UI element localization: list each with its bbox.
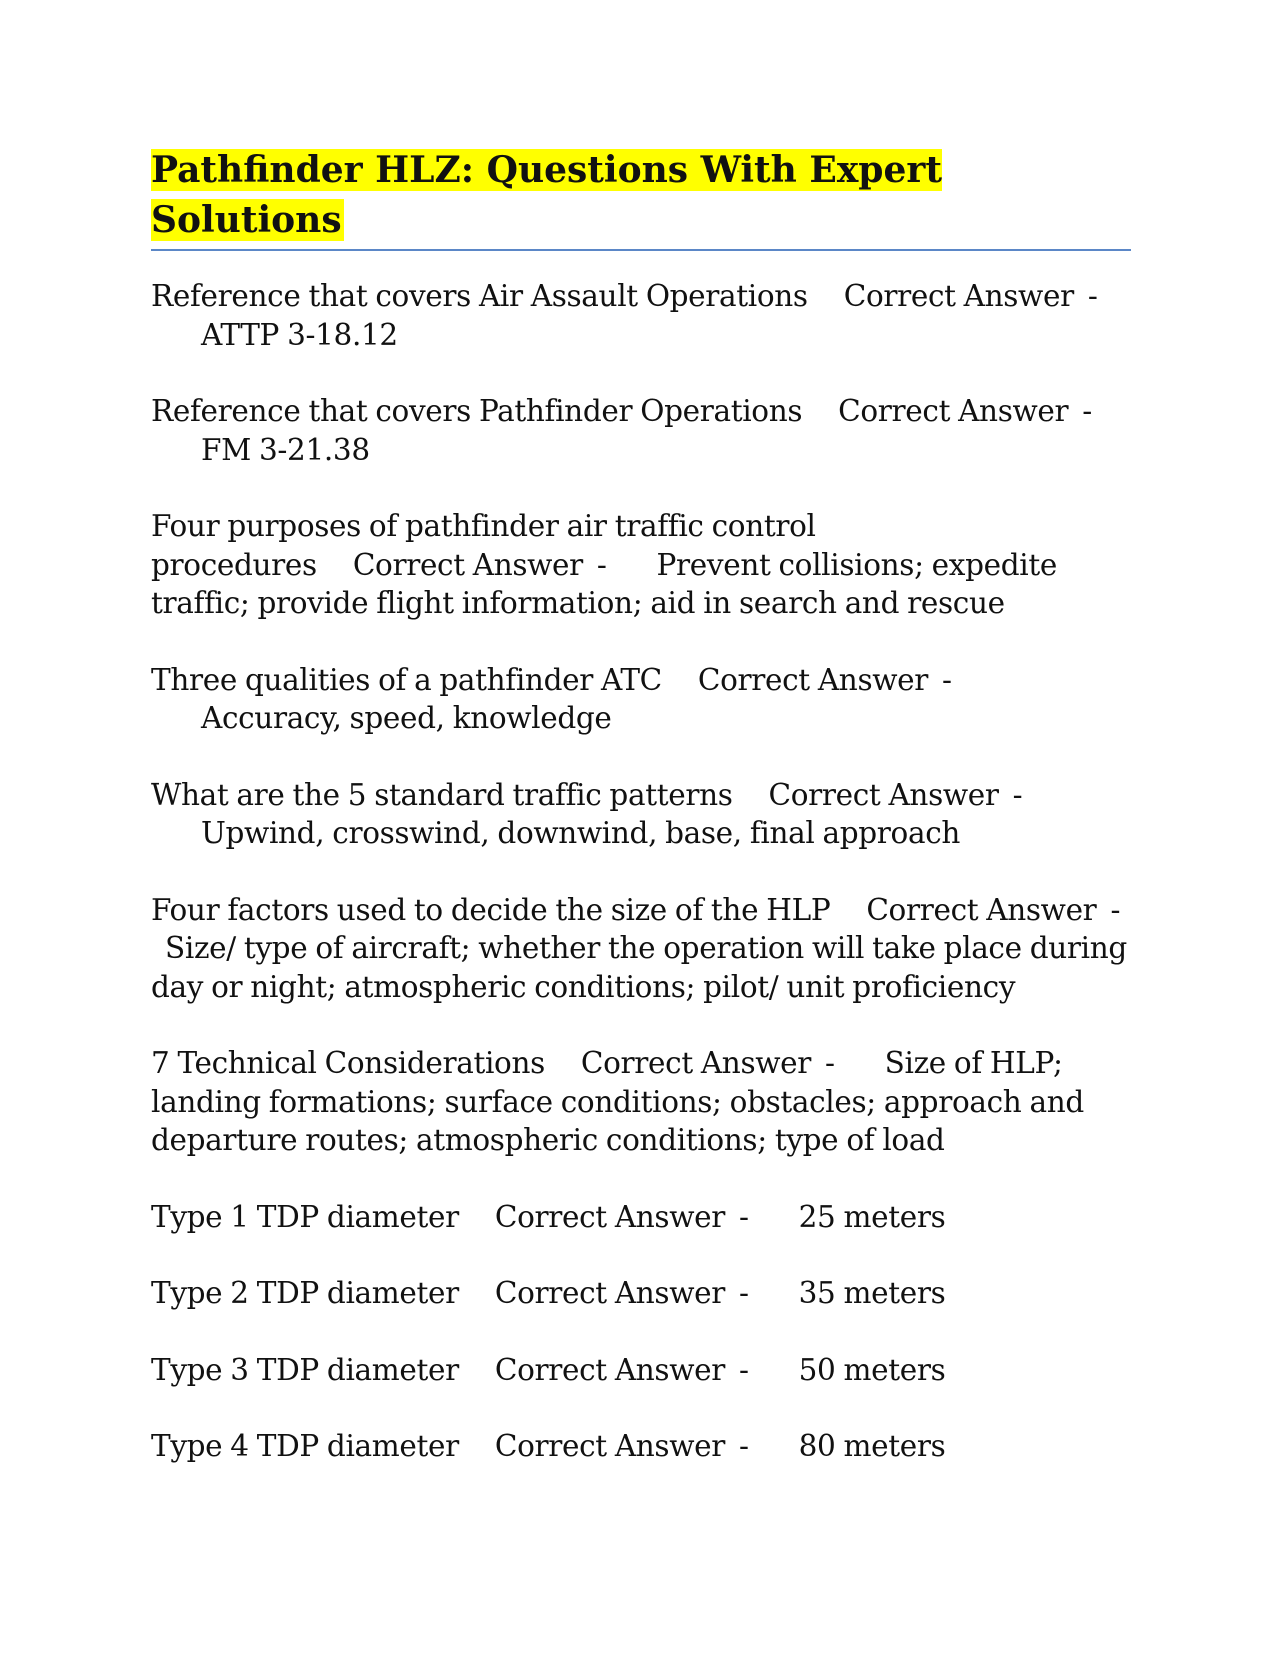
page-title: Pathfinder HLZ: Questions With Expert Solutions xyxy=(151,149,942,241)
question-text: 7 Technical Considerations xyxy=(151,1046,545,1080)
answer-separator: - xyxy=(596,547,607,582)
qa-item xyxy=(151,392,1131,469)
qa-item xyxy=(151,1274,1131,1313)
qa-item xyxy=(151,1044,1131,1160)
answer-label: Correct Answer xyxy=(494,1429,725,1463)
answer-text: 35 meters xyxy=(798,1276,946,1310)
answer-separator: - xyxy=(1082,394,1092,428)
qa-item xyxy=(151,776,1131,853)
question-text: Type 1 TDP diameter xyxy=(151,1199,459,1234)
answer-text: FM 3-21.38 xyxy=(201,432,370,467)
answer-text: ATTP 3-18.12 xyxy=(201,317,398,352)
answer-text: 50 meters xyxy=(798,1352,946,1387)
qa-item xyxy=(151,1427,1131,1466)
answer-separator: - xyxy=(738,1352,749,1387)
answer-text: Prevent collisions; expedite traffic; provide flight information; aid in search and rescue xyxy=(151,547,1057,620)
question-text: Reference that covers Pathfinder Operations xyxy=(151,394,803,428)
qa-item xyxy=(151,507,1131,623)
qa-item xyxy=(151,277,1131,354)
answer-separator: - xyxy=(738,1276,749,1310)
question-text: Type 2 TDP diameter xyxy=(151,1276,459,1310)
answer-separator: - xyxy=(825,1046,835,1080)
question-text: What are the 5 standard traffic patterns xyxy=(151,777,733,812)
answer-separator: - xyxy=(738,1429,749,1463)
title-block xyxy=(151,145,1131,251)
question-text: Type 3 TDP diameter xyxy=(151,1352,459,1387)
question-text: Reference that covers Air Assault Operations xyxy=(151,279,808,313)
answer-label: Correct Answer xyxy=(866,892,1097,927)
question-text: Three qualities of a pathfinder ATC xyxy=(151,662,662,697)
answer-separator: - xyxy=(942,662,952,697)
answer-separator: - xyxy=(1012,777,1023,812)
qa-item xyxy=(151,1351,1131,1390)
qa-item xyxy=(151,661,1131,738)
answer-label: Correct Answer xyxy=(580,1046,812,1080)
qa-item xyxy=(151,891,1131,1007)
qa-item xyxy=(151,1198,1131,1237)
answer-label: Correct Answer xyxy=(768,777,999,812)
answer-label: Correct Answer xyxy=(352,547,583,582)
answer-text: Accuracy, speed, knowledge xyxy=(201,701,612,735)
answer-label: Correct Answer xyxy=(697,662,928,697)
question-text: Four purposes of pathfinder air traffic control procedures xyxy=(151,509,816,582)
question-text: Type 4 TDP diameter xyxy=(151,1429,459,1463)
answer-label: Correct Answer xyxy=(494,1276,725,1310)
answer-label: Correct Answer xyxy=(843,279,1074,313)
document-page xyxy=(151,145,1131,1504)
answer-text: Size/ type of aircraft; whether the operation will take place during day or night; atmospheric conditions; pilot/ unit proficiency xyxy=(151,931,1127,1004)
answer-separator: - xyxy=(1087,279,1098,313)
answer-label: Correct Answer xyxy=(494,1199,725,1234)
answer-separator: - xyxy=(1110,892,1121,927)
answer-separator: - xyxy=(738,1199,749,1234)
answer-text: Size of HLP; landing formations; surface conditions; obstacles; approach and departure routes; atmospheric conditions; type of load xyxy=(151,1046,1084,1157)
answer-text: Upwind, crosswind, downwind, base, final approach xyxy=(201,816,961,850)
answer-text: 80 meters xyxy=(798,1429,946,1463)
answer-text: 25 meters xyxy=(798,1199,946,1234)
question-text: Four factors used to decide the size of the HLP xyxy=(151,892,831,927)
answer-label: Correct Answer xyxy=(838,394,1069,428)
answer-label: Correct Answer xyxy=(494,1352,725,1387)
